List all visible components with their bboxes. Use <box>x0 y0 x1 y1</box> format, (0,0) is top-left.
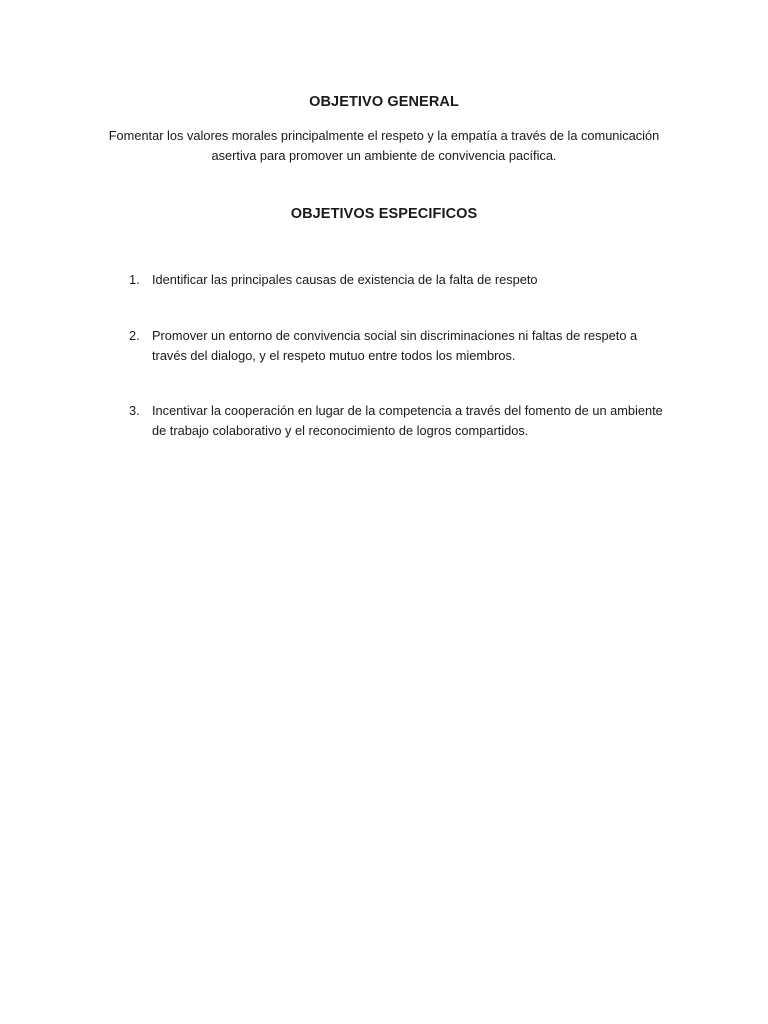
list-item-number: 3. <box>129 403 140 418</box>
specific-objectives-heading: OBJETIVOS ESPECIFICOS <box>290 206 478 222</box>
general-objective-text: Fomentar los valores morales principalmente el respeto y la empatía a través de la comunicación asertiva para promover un ambiente de convivencia pacífica. <box>108 128 660 163</box>
list-item-number: 1. <box>129 272 140 287</box>
list-item-text: Incentivar la cooperación en lugar de la competencia a través del fomento de un ambiente de trabajo colaborativo y el reconocimiento de logros compartidos. <box>152 403 663 438</box>
list-item-text: Promover un entorno de convivencia social sin discriminaciones ni faltas de respeto a través del dialogo, y el respeto mutuo entre todos los miembros. <box>152 328 638 363</box>
general-objective-heading: OBJETIVO GENERAL <box>309 94 459 110</box>
list-item-text: Identificar las principales causas de existencia de la falta de respeto <box>152 272 538 287</box>
list-item-number: 2. <box>129 328 140 343</box>
